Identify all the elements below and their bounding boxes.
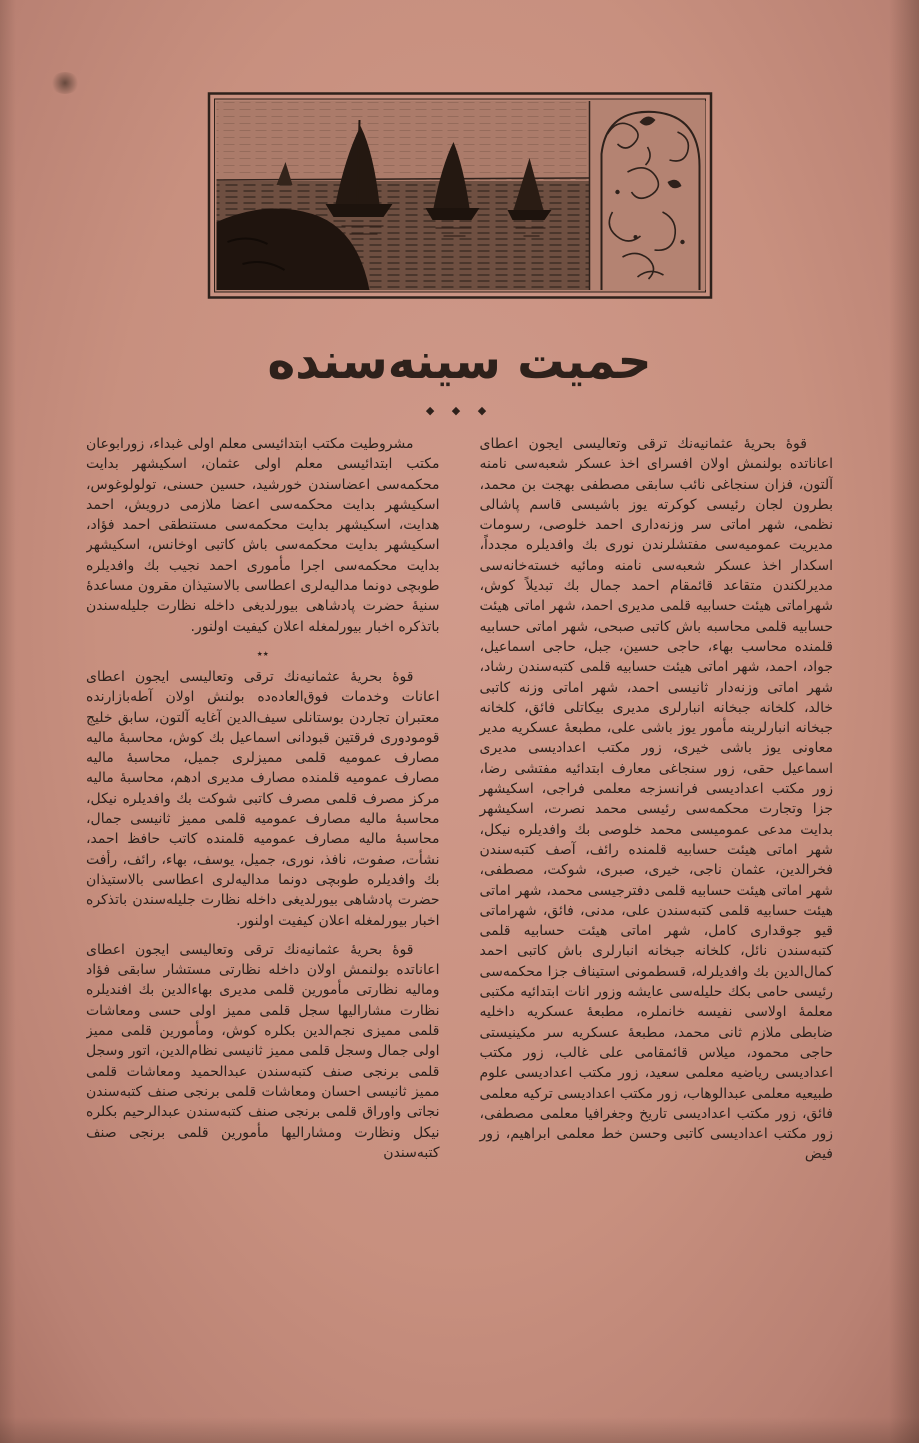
text-columns [86, 434, 833, 1358]
page-edge-shadow-bottom [0, 1417, 919, 1443]
paragraph: مشروطیت مكتب ابتدائیسی معلم اولی غبداء، زورابوعان مكتب ابتدائیسی معلم اولی عثمان، اسكیشهر بدایت محكمه‌سی اعضاسندن خورشید، حسین حسنی، تولولوغوس، اسكیشهر بدایت محكمه‌سی اعضا ملازمی درویش، احمد هدایت، اسكیشهر بدایت محكمه‌سی مستنطقی احمد فؤاد، اسكیشهر بدایت محكمه‌سی باش كاتبی اوخانس، اسكیشهر بدایت محكمه‌سی اجرا مأموری احمد نجیب بك وافدیلره طوبچی دونما مدالیه‌لری اعطاسی بالاستیذان مقرون مساعدهٔ سنیهٔ حضرت پادشاهی بیورلدیغی داخله نظارت جلیله‌سندن باتذكره اخبار بیورلمغله اعلان كیفیت اولنور. [86, 436, 440, 635]
header-illustration [207, 92, 712, 303]
paragraph: قوهٔ بحریهٔ عثمانیه‌نك ترقی وتعالیسی ایجون اعطای اعاناتده بولنمش اولان افسرای اخذ عسكر شعبه‌سی نامنه آلتون، فزان سنجاغی نائب سابقی مصطفی بهجت بن محمد، بطرون لجان رئیسی كوكرته یوز باشیسی قاسم پاشالی نظمی، شهر اماتی سر وزنه‌داری احمد خلوصی، رسومات مدیریت عمومیه‌سی مفتشلرندن نوری بك وافدیلره مجدداً، اسكدار اخذ عسكر شعبه‌سی نامنه ومائیه خسته‌خانه‌سی مدیرلكندن متقاعد قائمقام احمد جمال بك تبدیلاً كوش، شهراماتی هیئت حسابیه قلمی مدیری احمد، شهر اماتی هیئت حسابیه قلمی محاسبه باش كاتبی صبحی، شهر اماتی حسابیه قلمنده محاسب بهاء، حاجی حسین، جبل، حاجی اسماعیل، جواد، احمد، شهر اماتی هیئت حسابیه قلمی كتبه‌سندن رشاد، شهر اماتی وزنه‌دار ثانیسی احمد، شهر اماتی وزنه كاتبی خالد، كلخانه جبخانه انبارلری مدیری بیكاتلی فائق، كلخانه جبخانه انبارلرینه مأمور یوز باشی علی، مطبعهٔ عسكریه مدیر معاونی یوز باشی خیری، زور مكتب اعدادیسی مدیری اسماعیل حقی، زور سنجاغی معارف ابتدائیه مفتشی رضا، زور مكتب اعدادیسی فرانسزجه معلمی فراجی، اسكیشهر جزا وتجارت محكمه‌سی رئیسی محمد نصرت، اسكیشهر بدایت مدعی عمومیسی محمد خلوصی بك وافدیلره نیكل، شهر اماتی هیئت حسابیه قلمنده رائف، آصف كتبه‌سندن فخرالدین، عثمان ناجی، خیری، صبری، شوكت، مصطفی، شهر اماتی هیئت حسابیه قلمی دفترجیسی محمد، شهر اماتی هیئت حسابیه قلمی كتبه‌سندن علی، مدنی، فائق، شهراماتی قیو جوقداری كامل، شهر اماتی هیئت حسابیه قلمی كتبه‌سندن نائل، كلخانه جبخانه انبارلری باش كاتبی احمد كمال‌الدین بك وافدیلرله، قسطمونی استیناف جزا محكمه‌سی رئیسی حامی بكك حلیله‌سی عایشه وزور انات ابتدائیه مكتبی معلمهٔ اولاسی نفیسه خانملره، مطبعهٔ عسكریه داخلیه ضابطی ملازم ثانی محمد، مطبعهٔ عسكریه سر مكینیستی حاجی محمود، میلاس قائمقامی علی غالب، زور مكتب اعدادیسی ریاضیه معلمی سعید، زور مكتب اعدادیسی علوم طبیعیه معلمی عبدالوهاب، زور مكتب اعدادیسی تركیه معلمی فائق، زور مكتب اعدادیسی تاریخ وجغرافیا معلمی مصطفی، زور مكتب اعدادیسی كاتبی وحسن خط معلمی ابراهیم، زور فیض [479, 436, 833, 1163]
title-ornament: ◆ ◆ ◆ [425, 404, 494, 417]
paragraph: قوهٔ بحریهٔ عثمانیه‌نك ترقی وتعالیسی ایجون اعطای اعاناتده بولنمش اولان داخله نظارتی مستشار سابقی فؤاد ومالیه نظارتی مأمورین قلمی مدیری بهاءالدین بك افندیلره نظارت مشارالیها سجل قلمی ممیز اولی حسی ومعاشات قلمی ممیزی نجم‌الدین بكلره كوش، ومأمورین قلمی ممیز اولی جمال وسجل قلمی ممیز ثانیسی نظام‌الدین، اتور وسجل قلمی برنجی صنف كتبه‌سندن عبدالحمید ومعاشات قلمی ممیز ثانیسی احسان ومعاشات قلمی برنجی صنف كتبه‌سندن نجاتی واوراق قلمی برنجی صنف كتبه‌سندن عبدالرحیم بكلره نیكل ونظارت ومشارالیها مأمورین قلمی برنجی صنف كتبه‌سندن [86, 941, 440, 1161]
paragraph: قوهٔ بحریهٔ عثمانیه‌نك ترقی وتعالیسی ایجون اعطای اعانات وخدمات فوق‌العاده‌ده بولنش اولان آطه‌بازارنده معتبران تجاردن بوستانلی سیف‌الدین آغایه آلتون، سابق خلیج قومودوری فرقتین قبودانی اسماعیل بك كوش، محاسبهٔ مالیه مصارف عمومیه قلمی ممیزلری جمیل، محاسبهٔ مالیه مصارف عمومیه قلمنده مصارف مدیری ادهم، محاسبهٔ مالیه مركز مصرف قلمی مصرف كاتبی شوكت بك وافدیلره نیكل، محاسبهٔ مالیه مصارف عمومیه قلمی ممیز ثانیسی جمال، محاسبهٔ مالیه مصارف عمومیه قلمنده كاتب حافظ احمد، نشأت، صفوت، نافذ، نوری، جمیل، یوسف، بهاء، رائف، رأفت بك وافدیلره طوبچی دونما مدالیه‌لری اعطاسی بالاستیذان حضرت پادشاهی بیورلدیغی داخله نظارت جلیله‌سندن باتذكره اخبار بیورلمغله اعلان كیفیت اولنور. [86, 668, 440, 929]
paper-stain [50, 72, 80, 94]
column-left [86, 434, 440, 1358]
sailboats-engraving [207, 92, 712, 299]
page-edge-shadow-right [889, 0, 919, 1443]
page-edge-shadow-left [0, 0, 16, 1443]
column-right [480, 434, 834, 1358]
page-title: حمیت سینه‌سنده [267, 332, 652, 391]
section-separator: ٭٭ [256, 646, 269, 660]
